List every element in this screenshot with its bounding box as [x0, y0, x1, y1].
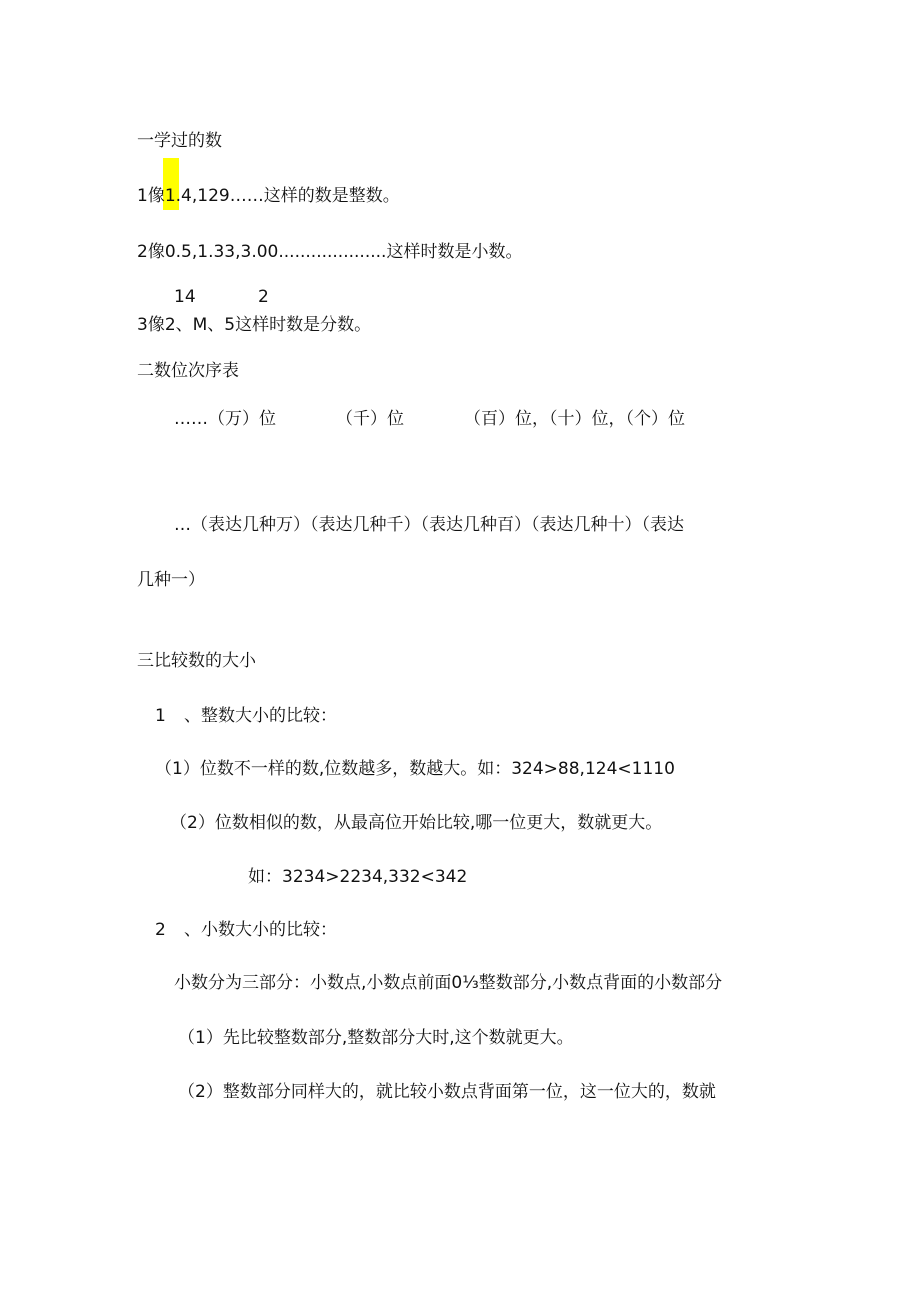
decimal-intro: 小数分为三部分：小数点,小数点前面0⅓整数部分,小数点背面的小数部分 — [174, 973, 723, 993]
place-ten-thousands: ……（万）位 — [174, 409, 276, 429]
fraction-numerator-b: 2 — [258, 287, 269, 307]
item-decimals: 2像0.5,1.33,3.00....................这样时数是小数。 — [137, 242, 523, 262]
place-meaning-line2: 几种一） — [137, 570, 205, 590]
place-meaning-line1: …（表达几种万）（表达几种千）（表达几种百）（表达几种十）（表达 — [174, 515, 684, 535]
place-hundreds-tens-ones: （百）位，（十）位，（个）位 — [464, 409, 685, 429]
decimal-rule-2: （2）整数部分同样大的，就比较小数点背面第一位，这一位大的，数就 — [178, 1082, 716, 1102]
integer-rule-2: （2）位数相似的数，从最高位开始比较,哪一位更大，数就更大。 — [170, 813, 663, 833]
section2-heading: 二数位次序表 — [137, 361, 239, 381]
item-fractions: 3像2、M、5这样时数是分数。 — [137, 315, 372, 335]
fraction-numerator-a: 14 — [174, 287, 196, 307]
place-thousands: （千）位 — [336, 409, 404, 429]
section1-heading: 一学过的数 — [137, 131, 222, 151]
item-integers: 1像1.4,129……这样的数是整数。 — [137, 186, 400, 206]
section3-heading: 三比较数的大小 — [137, 651, 256, 671]
subsection2-number: 2 — [155, 920, 166, 940]
decimal-rule-1: （1）先比较整数部分,整数部分大时,这个数就更大。 — [178, 1028, 574, 1048]
subsection1-number: 1 — [155, 706, 166, 726]
integer-rule-1: （1）位数不一样的数,位数越多，数越大。如：324>88,124<1110 — [155, 759, 675, 779]
integer-rule-2-example: 如：3234>2234,332<342 — [248, 867, 468, 887]
subsection2-title: 、小数大小的比较： — [184, 920, 337, 940]
subsection1-title: 、整数大小的比较： — [184, 706, 337, 726]
